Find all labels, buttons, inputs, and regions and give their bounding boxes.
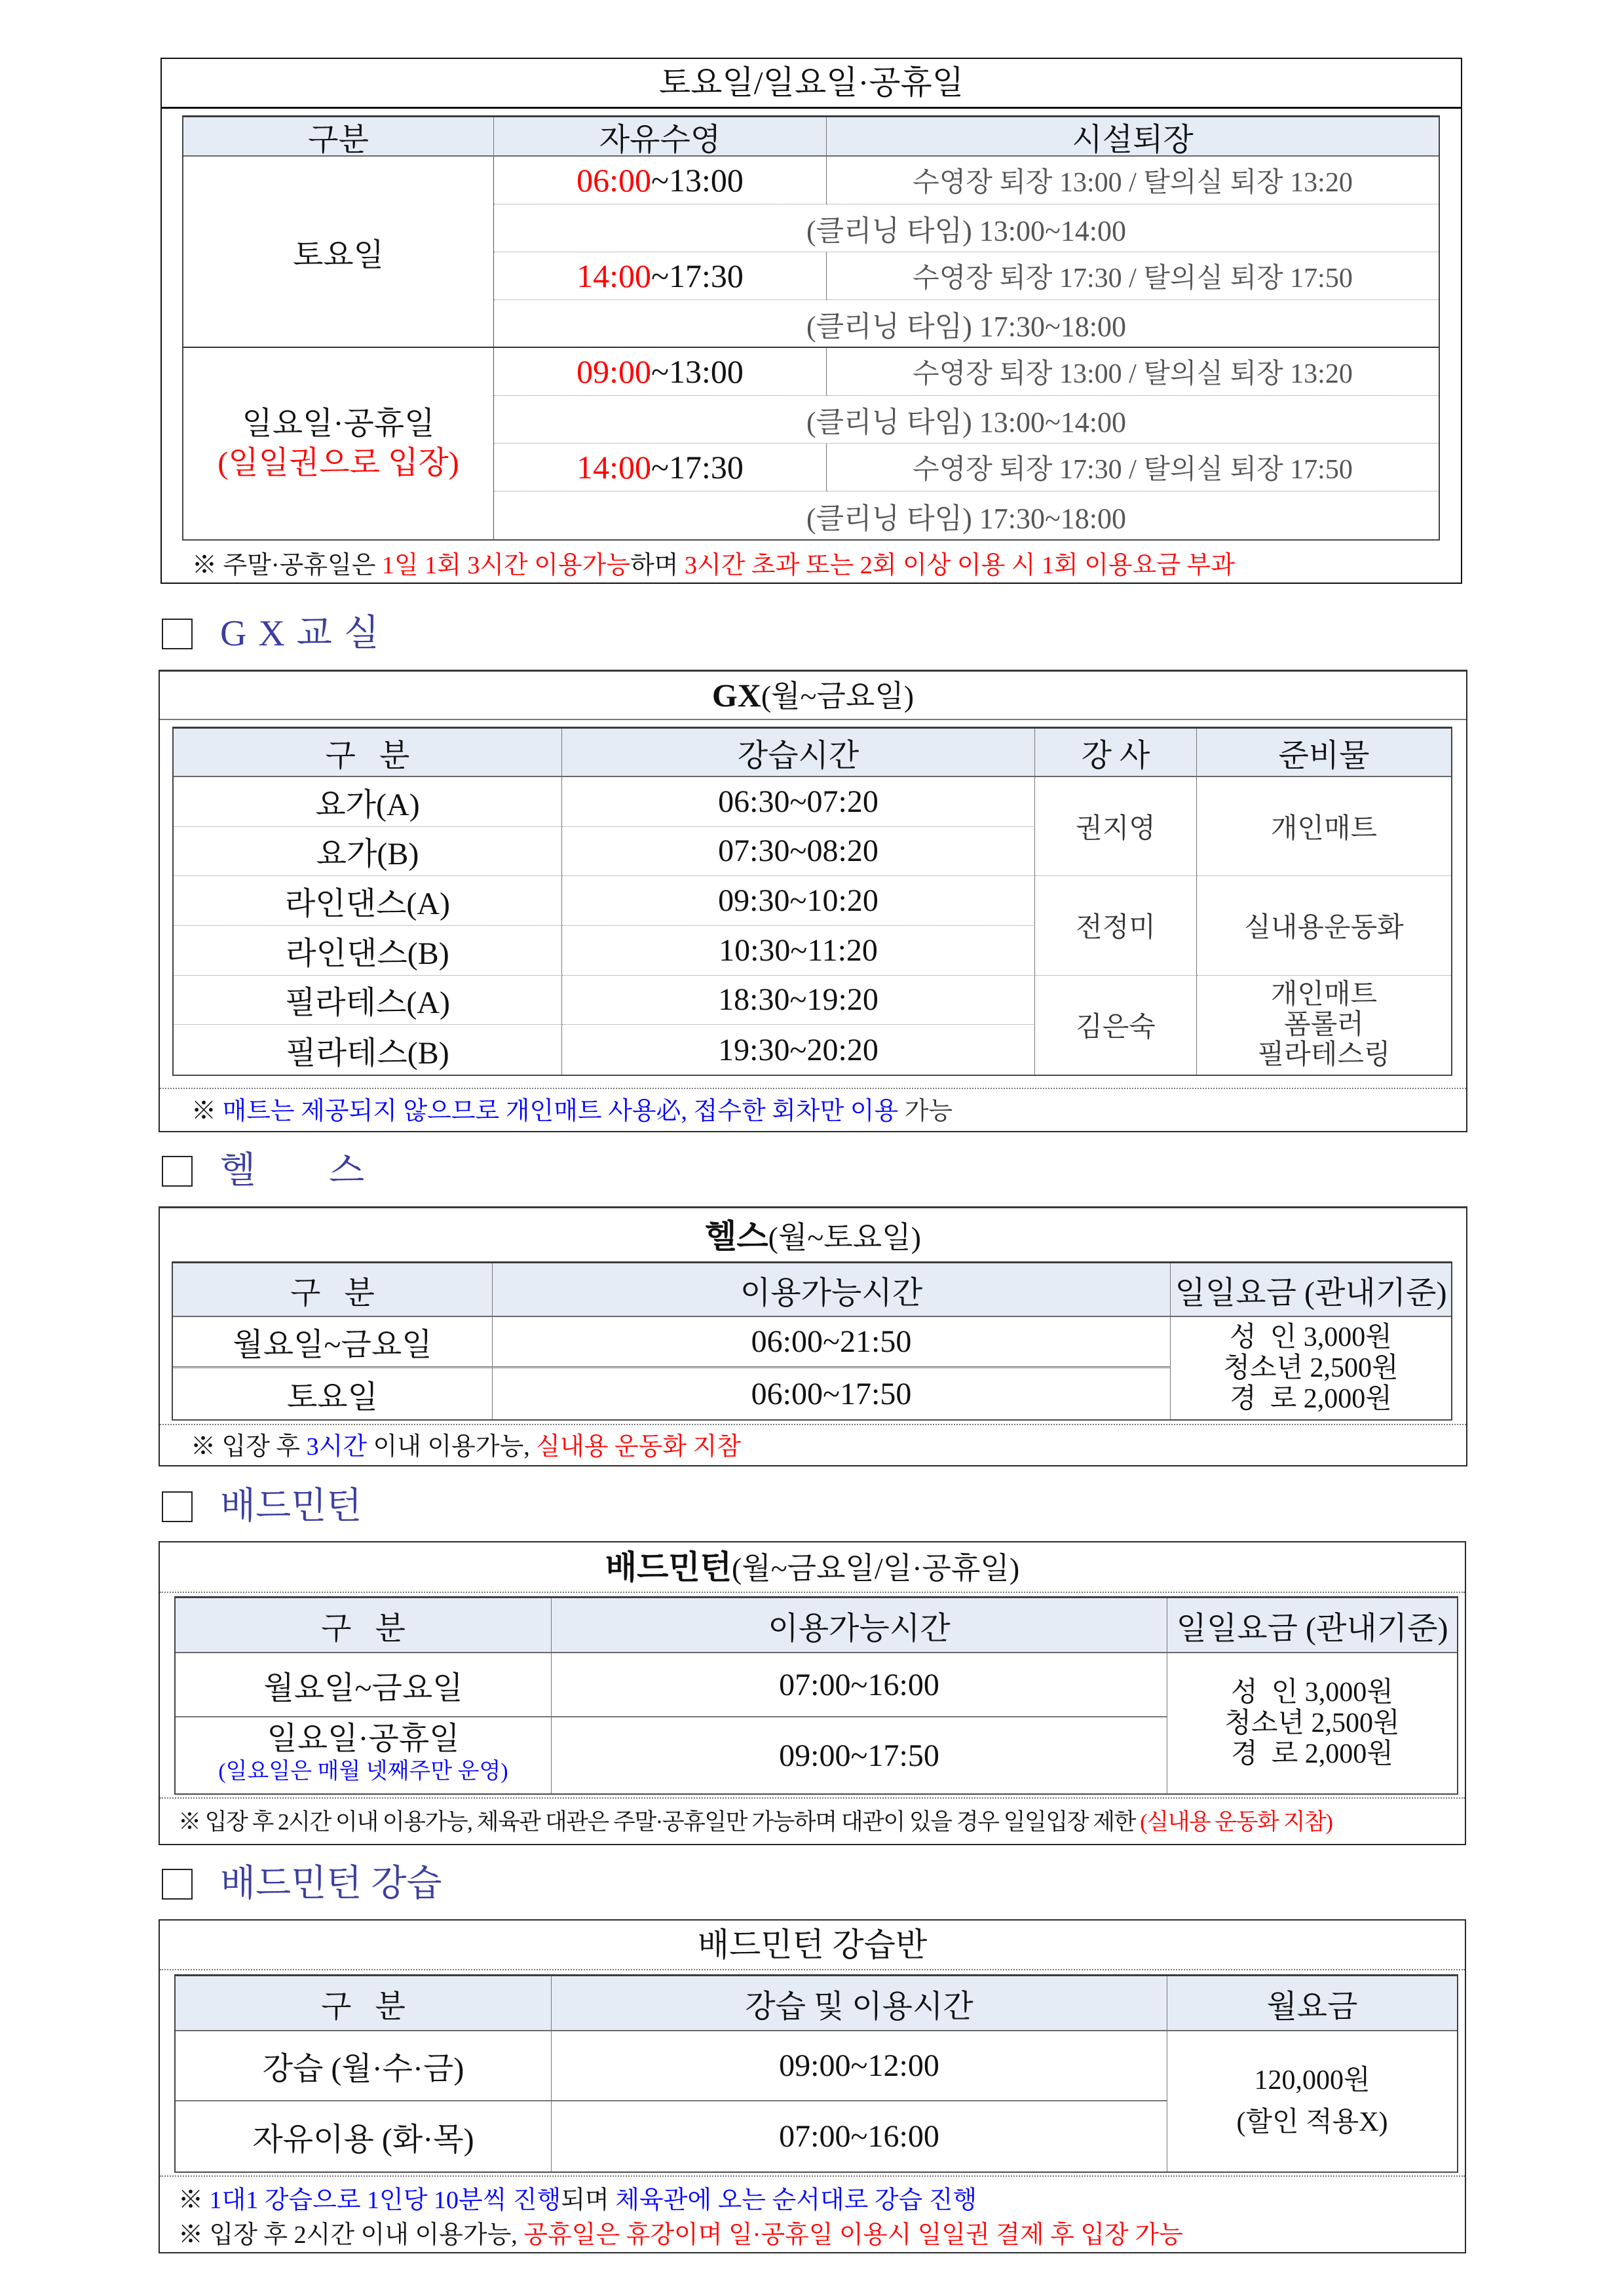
gx-note-divider (160, 1088, 1466, 1089)
saturday-session-2-time (494, 252, 827, 300)
lesson-hours-cell: 07:00~16:00 (552, 2101, 1167, 2172)
sunday-operation-note: (일요일은 매월 넷째주만 운영) (218, 1759, 508, 1784)
note-segment-red: 1일 1회 3시간 이용가능 (381, 552, 631, 579)
day-cell: 월요일~금요일 (173, 1317, 493, 1368)
note-segment-red: (실내용 운동화 지참) (1140, 1809, 1332, 1835)
header-daily-fee: 일일요금 (관내기준) (1167, 1598, 1457, 1653)
saturday-cleaning-1: (클리닝 타임) 13:00~14:00 (494, 204, 1439, 252)
badminton-title-main: 배드민턴 (605, 1549, 732, 1586)
sunday-holiday-label-cell (183, 348, 494, 539)
supplies-cell (1197, 777, 1451, 876)
note-segment: ※ 주말·공휴일은 (192, 552, 382, 579)
header-supplies: 준비물 (1197, 729, 1451, 777)
daily-ticket-entry-label: (일일권으로 입장) (217, 446, 459, 480)
fee-youth: 청소년 2,500원 (1224, 1708, 1400, 1738)
header-daily-fee: 일일요금 (관내기준) (1171, 1263, 1451, 1317)
badminton-title (160, 1542, 1465, 1592)
note-segment-blue: 매트는 제공되지 않으므로 개인매트 사용必, 접수한 회차만 이용 (222, 1098, 899, 1125)
sunday-cleaning-1: (클리닝 타임) 13:00~14:00 (494, 396, 1439, 444)
badminton-note-divider (160, 1797, 1465, 1799)
header-available-hours: 이용가능시간 (552, 1598, 1167, 1653)
fee-senior: 경 로 2,000원 (1230, 1383, 1392, 1414)
gx-note (191, 1096, 953, 1126)
hours-cell: 06:00~17:50 (493, 1368, 1171, 1419)
lesson-type-cell: 자유이용 (화·목) (176, 2101, 552, 2172)
saturday-label: 토요일 (292, 237, 385, 273)
fee-adult: 성 인 3,000원 (1230, 1322, 1392, 1352)
class-name: 요가(B) (174, 827, 562, 877)
day-cell: 토요일 (173, 1368, 493, 1419)
gx-section-heading (162, 613, 391, 654)
fee-senior: 경 로 2,000원 (1231, 1738, 1393, 1769)
note-segment-red: 공휴일은 휴강이며 일·공휴일 이용시 일일권 결제 후 입장 가능 (523, 2221, 1183, 2249)
note-segment: ※ (178, 2187, 210, 2214)
badminton-heading-text: 배드민턴 (220, 1486, 362, 1527)
sunday-session-2-time (494, 444, 827, 491)
session-start: 09:00 (576, 353, 651, 390)
badminton-table (174, 1596, 1458, 1795)
saturday-session-1-time (494, 157, 827, 204)
supply-item: 필라테스링 (1257, 1040, 1391, 1071)
fee-adult: 성 인 3,000원 (1231, 1677, 1393, 1708)
header-instructor: 강 사 (1035, 729, 1197, 777)
health-heading-text: 헬 스 (220, 1151, 365, 1191)
weekend-pool-title-text: 토요일/일요일·공휴일 (658, 64, 964, 101)
saturday-session-1-exit: 수영장 퇴장 13:00 / 탈의실 퇴장 13:20 (827, 157, 1439, 204)
monthly-fee-amount: 120,000원 (1254, 2065, 1370, 2095)
note-segment: 가능 (898, 1098, 953, 1125)
session-end: ~13:00 (651, 162, 744, 199)
note-segment: ※ (191, 1098, 223, 1125)
health-note-divider (160, 1424, 1466, 1425)
note-segment-blue: 체육관에 오는 순서대로 강습 진행 (615, 2187, 977, 2214)
monthly-fee-cell (1167, 2031, 1457, 2172)
header-class-time: 강습시간 (562, 729, 1035, 777)
session-end: ~17:30 (651, 258, 744, 294)
daily-fees-cell (1171, 1317, 1451, 1419)
weekend-pool-box (161, 58, 1462, 584)
badminton-lessons-section-heading (162, 1864, 442, 1904)
hours-cell: 07:00~16:00 (552, 1653, 1167, 1717)
header-category: 구 분 (174, 729, 562, 777)
gx-box (159, 670, 1467, 1132)
checkbox-square-icon (162, 1156, 193, 1187)
day-label: 일요일·공휴일 (267, 1721, 460, 1756)
session-start: 14:00 (576, 258, 651, 294)
gx-table (172, 727, 1452, 1076)
class-time: 06:30~07:20 (562, 777, 1035, 827)
sunday-cleaning-2: (클리닝 타임) 17:30~18:00 (806, 502, 1127, 535)
header-lesson-hours: 강습 및 이용시간 (552, 1976, 1167, 2031)
checkbox-square-icon (162, 1491, 193, 1522)
note-segment-red: 3시간 초과 또는 2회 이상 이용 시 1회 이용요금 부과 (685, 552, 1235, 579)
badminton-section-heading (162, 1486, 362, 1527)
note-segment-blue: 3시간 (306, 1433, 368, 1461)
note-segment-red: 실내용 운동화 지참 (536, 1433, 741, 1461)
badminton-lessons-heading-text: 배드민턴 강습 (220, 1864, 442, 1904)
note-segment: ※ 입장 후 (191, 1433, 307, 1461)
badminton-lessons-box (159, 1919, 1466, 2253)
supplies-cell (1197, 876, 1451, 975)
saturday-cleaning-2: (클리닝 타임) 17:30~18:00 (494, 300, 1439, 348)
health-section-heading (162, 1151, 365, 1191)
note-segment: 하며 (630, 552, 685, 579)
session-end: ~13:00 (651, 353, 744, 390)
note-segment-blue: 1대1 강습으로 1인당 10분씩 진행 (209, 2187, 561, 2214)
checkbox-square-icon (162, 619, 193, 649)
daily-fees-cell (1167, 1653, 1457, 1793)
health-title (160, 1208, 1466, 1261)
header-category: 구분 (183, 117, 494, 157)
instructor-name: 김은숙 (1035, 976, 1197, 1075)
note-segment: ※ 입장 후 2시간 이내 이용가능, (178, 2221, 524, 2249)
saturday-label-cell (183, 157, 494, 348)
supplies-cell (1197, 976, 1451, 1075)
class-name: 라인댄스(A) (174, 876, 562, 926)
note-segment: 되며 (561, 2187, 616, 2214)
class-time: 07:30~08:20 (562, 827, 1035, 877)
health-title-sub: (월~토요일) (768, 1221, 921, 1254)
supply-item: 폼롤러 (1284, 1010, 1364, 1041)
lessons-title-divider (160, 1969, 1465, 1970)
lessons-note-divider (160, 2175, 1465, 2177)
badminton-title-sub: (월~금요일/일·공휴일) (732, 1552, 1020, 1585)
class-name: 필라테스(B) (174, 1025, 562, 1075)
session-end: ~17:30 (651, 449, 744, 486)
class-time: 19:30~20:20 (562, 1025, 1035, 1075)
note-segment: ※ 입장 후 2시간 이내 이용가능, 체육관 대관은 주말·공휴일만 가능하며 대관이 있을 경우 일일입장 제한 (178, 1809, 1141, 1835)
health-title-main: 헬스 (705, 1218, 768, 1255)
header-available-hours: 이용가능시간 (493, 1263, 1171, 1317)
badminton-lessons-title (160, 1921, 1465, 1970)
sunday-session-2-exit: 수영장 퇴장 17:30 / 탈의실 퇴장 17:50 (827, 444, 1439, 491)
supply-item: 실내용운동화 (1244, 913, 1404, 944)
hours-cell: 06:00~21:50 (493, 1317, 1171, 1368)
day-cell: 월요일~금요일 (176, 1653, 552, 1717)
header-free-swim: 자유수영 (494, 117, 827, 157)
lessons-note-1 (178, 2185, 977, 2215)
sunday-holiday-label: 일요일·공휴일 (242, 406, 435, 441)
class-name: 요가(A) (174, 777, 562, 827)
header-category: 구 분 (176, 1976, 552, 2031)
note-segment: 이내 이용가능, (367, 1433, 537, 1461)
class-time: 10:30~11:20 (562, 926, 1035, 976)
badminton-lessons-title-text: 배드민턴 강습반 (697, 1926, 928, 1963)
class-time: 09:30~10:20 (562, 876, 1035, 926)
hours-cell: 09:00~17:50 (552, 1717, 1167, 1793)
instructor-name: 전정미 (1035, 876, 1197, 975)
checkbox-square-icon (162, 1869, 193, 1900)
instructor-name: 권지영 (1035, 777, 1197, 876)
day-cell (176, 1717, 552, 1793)
badminton-box (159, 1541, 1466, 1845)
weekend-pool-table (182, 115, 1440, 541)
no-discount-note: (할인 적용X) (1236, 2107, 1388, 2137)
class-name: 필라테스(A) (174, 976, 562, 1025)
gx-title (160, 672, 1466, 720)
gx-title-main: GX (711, 677, 761, 714)
gx-title-sub: (월~금요일) (761, 679, 915, 713)
saturday-session-2-exit: 수영장 퇴장 17:30 / 탈의실 퇴장 17:50 (827, 252, 1439, 300)
supply-item: 개인매트 (1270, 814, 1378, 845)
badminton-title-divider (160, 1592, 1465, 1593)
lessons-note-2 (178, 2220, 1183, 2250)
fee-youth: 청소년 2,500원 (1223, 1352, 1399, 1383)
header-category: 구 분 (176, 1598, 552, 1653)
health-note (191, 1432, 741, 1462)
header-monthly-fee: 월요금 (1167, 1976, 1457, 2031)
gx-heading-text: GX교실 (220, 613, 391, 654)
lesson-type-cell: 강습 (월·수·금) (176, 2031, 552, 2101)
sunday-session-1-time (494, 348, 827, 396)
header-category: 구 분 (173, 1263, 493, 1317)
badminton-lessons-table (174, 1974, 1458, 2173)
weekend-pool-note (192, 550, 1235, 581)
health-box (159, 1206, 1467, 1466)
weekend-pool-title (162, 59, 1461, 109)
health-table (172, 1261, 1452, 1421)
sunday-session-1-exit: 수영장 퇴장 13:00 / 탈의실 퇴장 13:20 (827, 348, 1439, 396)
header-facility-exit: 시설퇴장 (827, 117, 1439, 157)
class-time: 18:30~19:20 (562, 976, 1035, 1025)
class-name: 라인댄스(B) (174, 926, 562, 976)
lesson-hours-cell: 09:00~12:00 (552, 2031, 1167, 2101)
supply-item: 개인매트 (1270, 980, 1378, 1010)
session-start: 14:00 (576, 449, 651, 486)
session-start: 06:00 (576, 162, 651, 199)
badminton-note (178, 1807, 1332, 1837)
